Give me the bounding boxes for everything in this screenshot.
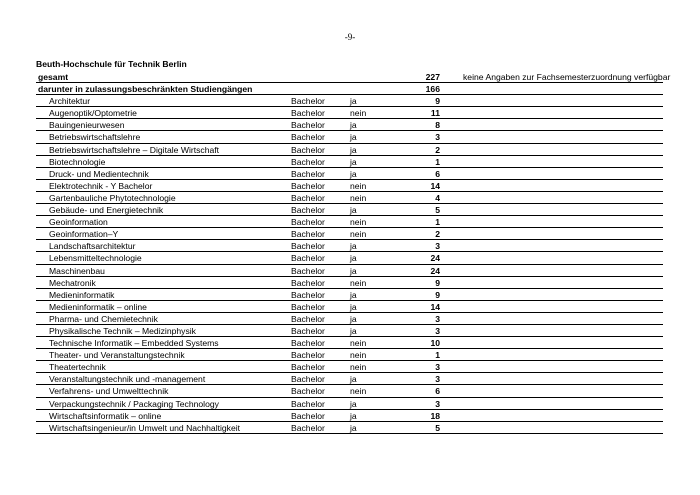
count-cell: 3: [435, 398, 440, 409]
table-row: [36, 277, 663, 289]
count-cell: 3: [435, 313, 440, 324]
table-row: [36, 144, 663, 156]
table-row: [36, 95, 663, 107]
nc-cell: ja: [350, 289, 357, 300]
degree-cell: Bachelor: [291, 301, 325, 312]
table-row: [36, 156, 663, 168]
nc-cell: ja: [350, 241, 357, 252]
table-row: [36, 240, 663, 252]
program-name: Geoinformation: [49, 217, 108, 228]
nc-cell: nein: [350, 386, 367, 397]
total-count: 227: [425, 72, 440, 82]
count-cell: 4: [435, 192, 440, 203]
degree-cell: Bachelor: [291, 265, 325, 276]
nc-cell: nein: [350, 229, 367, 240]
table-row: [36, 410, 663, 422]
count-cell: 3: [435, 132, 440, 143]
count-cell: 8: [435, 120, 440, 131]
degree-cell: Bachelor: [291, 398, 325, 409]
nc-cell: ja: [350, 313, 357, 324]
table-row: [36, 313, 663, 325]
nc-cell: ja: [350, 168, 357, 179]
degree-cell: Bachelor: [291, 350, 325, 361]
degree-cell: Bachelor: [291, 120, 325, 131]
nc-cell: ja: [350, 156, 357, 167]
program-name: Veranstaltungstechnik und -management: [49, 374, 206, 385]
count-cell: 1: [435, 156, 440, 167]
nc-cell: ja: [350, 265, 357, 276]
program-name: Gartenbauliche Phytotechnologie: [49, 192, 176, 203]
degree-cell: Bachelor: [291, 180, 325, 191]
count-cell: 5: [435, 422, 440, 433]
table-row: [36, 107, 663, 119]
degree-cell: Bachelor: [291, 325, 325, 336]
count-cell: 24: [430, 253, 440, 264]
nc-cell: nein: [350, 350, 367, 361]
table-row: [36, 131, 663, 143]
nc-cell: nein: [350, 277, 367, 288]
table-row: [36, 180, 663, 192]
nc-cell: ja: [350, 374, 357, 385]
nc-cell: nein: [350, 180, 367, 191]
count-cell: 1: [435, 350, 440, 361]
nc-cell: ja: [350, 301, 357, 312]
institution-title: Beuth-Hochschule für Technik Berlin: [36, 59, 187, 69]
degree-cell: Bachelor: [291, 229, 325, 240]
count-cell: 10: [430, 338, 440, 349]
total-note: keine Angaben zur Fachsemesterzuordnung verfügbar: [463, 72, 671, 82]
program-rows: [36, 95, 663, 434]
table-row: [36, 228, 663, 240]
degree-cell: Bachelor: [291, 192, 325, 203]
table-row: [36, 325, 663, 337]
count-cell: 3: [435, 374, 440, 385]
program-name: Physikalische Technik – Medizinphysik: [49, 325, 196, 336]
degree-cell: Bachelor: [291, 108, 325, 119]
nc-cell: ja: [350, 96, 357, 107]
count-cell: 9: [435, 289, 440, 300]
nc-cell: nein: [350, 192, 367, 203]
nc-cell: ja: [350, 398, 357, 409]
degree-cell: Bachelor: [291, 410, 325, 421]
nc-cell: ja: [350, 325, 357, 336]
nc-cell: ja: [350, 144, 357, 155]
nc-cell: nein: [350, 362, 367, 373]
count-cell: 6: [435, 168, 440, 179]
degree-cell: Bachelor: [291, 205, 325, 216]
count-cell: 6: [435, 386, 440, 397]
program-name: Maschinenbau: [49, 265, 105, 276]
count-cell: 1: [435, 217, 440, 228]
program-name: Landschaftsarchitektur: [49, 241, 136, 252]
total-label: gesamt: [38, 72, 69, 82]
program-name: Theater- und Veranstaltungstechnik: [49, 350, 185, 361]
nc-cell: nein: [350, 108, 367, 119]
program-name: Theatertechnik: [49, 362, 106, 373]
program-name: Verpackungstechnik / Packaging Technology: [49, 398, 219, 409]
table-row: [36, 385, 663, 397]
count-cell: 14: [430, 180, 440, 191]
degree-cell: Bachelor: [291, 217, 325, 228]
program-name: Augenoptik/Optometrie: [49, 108, 137, 119]
count-cell: 24: [430, 265, 440, 276]
table-row: [36, 192, 663, 204]
program-name: Medieninformatik – online: [49, 301, 147, 312]
degree-cell: Bachelor: [291, 144, 325, 155]
programs-table: [36, 71, 671, 434]
program-name: Architektur: [49, 96, 91, 107]
program-name: Wirtschaftsingenieur/in Umwelt und Nachhaltigkeit: [49, 422, 241, 433]
table-row: [36, 422, 663, 434]
degree-cell: Bachelor: [291, 374, 325, 385]
nc-cell: ja: [350, 410, 357, 421]
table-row: [36, 349, 663, 361]
count-cell: 11: [430, 108, 440, 119]
degree-cell: Bachelor: [291, 168, 325, 179]
degree-cell: Bachelor: [291, 289, 325, 300]
table-row: [36, 265, 663, 277]
program-name: Bauingenieurwesen: [49, 120, 125, 131]
nc-cell: nein: [350, 217, 367, 228]
nc-cell: ja: [350, 253, 357, 264]
degree-cell: Bachelor: [291, 156, 325, 167]
total-row: [36, 71, 671, 83]
count-cell: 2: [435, 229, 440, 240]
program-name: Betriebswirtschaftslehre – Digitale Wirtschaft: [49, 144, 220, 155]
degree-cell: Bachelor: [291, 253, 325, 264]
program-name: Technische Informatik – Embedded Systems: [49, 338, 219, 349]
count-cell: 3: [435, 325, 440, 336]
count-cell: 18: [430, 410, 440, 421]
degree-cell: Bachelor: [291, 362, 325, 373]
statistics-document: [36, 57, 671, 434]
table-row: [36, 168, 663, 180]
restricted-label: darunter in zulassungsbeschränkten Studiengängen: [38, 84, 253, 95]
program-name: Verfahrens- und Umwelttechnik: [49, 386, 169, 397]
table-row: [36, 301, 663, 313]
program-name: Betriebswirtschaftslehre: [49, 132, 141, 143]
restricted-count: 166: [425, 84, 440, 95]
count-cell: 3: [435, 241, 440, 252]
page-number: -9-: [344, 32, 356, 42]
count-cell: 14: [430, 301, 440, 312]
degree-cell: Bachelor: [291, 386, 325, 397]
table-row: [36, 373, 663, 385]
table-row: [36, 337, 663, 349]
program-name: Mechatronik: [49, 277, 96, 288]
table-row: [36, 216, 663, 228]
nc-cell: ja: [350, 205, 357, 216]
count-cell: 3: [435, 362, 440, 373]
count-cell: 5: [435, 205, 440, 216]
table-row: [36, 398, 663, 410]
table-row: [36, 252, 663, 264]
program-name: Medieninformatik: [49, 289, 115, 300]
program-name: Gebäude- und Energietechnik: [49, 205, 164, 216]
nc-cell: ja: [350, 120, 357, 131]
table-row: [36, 119, 663, 131]
program-name: Lebensmitteltechnologie: [49, 253, 142, 264]
restricted-row: [36, 83, 663, 95]
table-row: [36, 289, 663, 301]
program-name: Wirtschaftsinformatik – online: [49, 410, 162, 421]
count-cell: 2: [435, 144, 440, 155]
degree-cell: Bachelor: [291, 132, 325, 143]
degree-cell: Bachelor: [291, 96, 325, 107]
degree-cell: Bachelor: [291, 277, 325, 288]
program-name: Biotechnologie: [49, 156, 106, 167]
count-cell: 9: [435, 96, 440, 107]
degree-cell: Bachelor: [291, 338, 325, 349]
table-row: [36, 361, 663, 373]
degree-cell: Bachelor: [291, 422, 325, 433]
program-name: Druck- und Medientechnik: [49, 168, 149, 179]
table-row: [36, 204, 663, 216]
program-name: Pharma- und Chemietechnik: [49, 313, 158, 324]
count-cell: 9: [435, 277, 440, 288]
degree-cell: Bachelor: [291, 313, 325, 324]
degree-cell: Bachelor: [291, 241, 325, 252]
nc-cell: ja: [350, 132, 357, 143]
program-name: Elektrotechnik - Y Bachelor: [49, 180, 153, 191]
nc-cell: nein: [350, 338, 367, 349]
program-name: Geoinformation–Y: [49, 229, 119, 240]
nc-cell: ja: [350, 422, 357, 433]
